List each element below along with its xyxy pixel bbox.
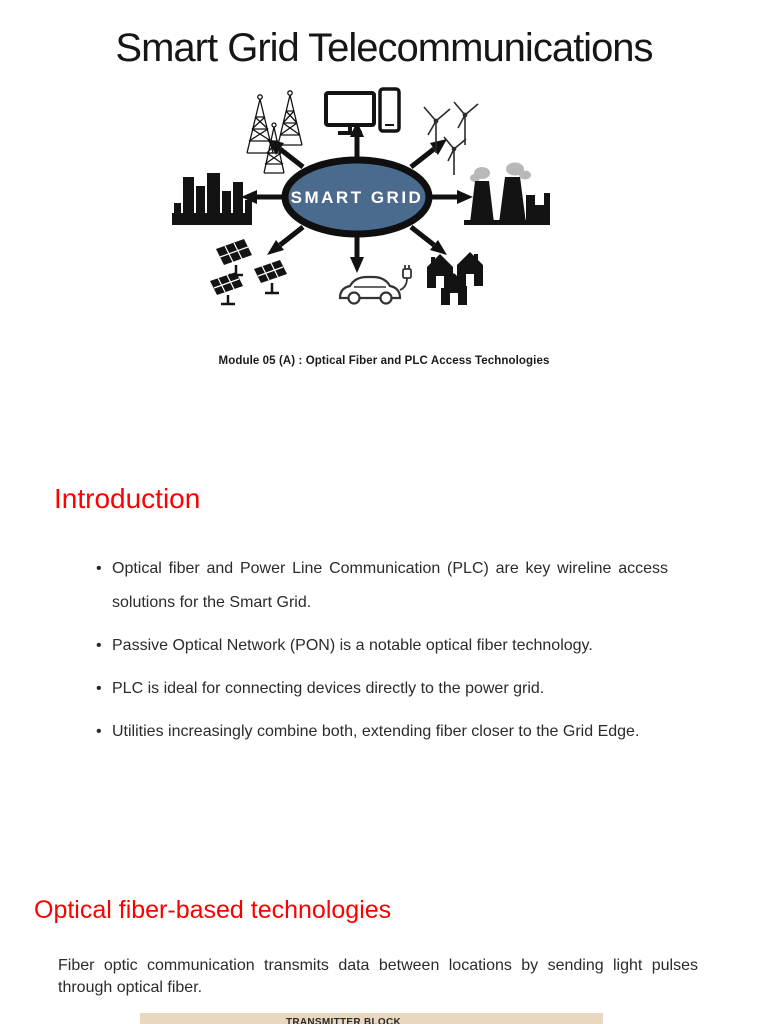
smart-grid-diagram (170, 83, 550, 311)
electric-car-icon (340, 265, 411, 304)
intro-bullet-2: • Passive Optical Network (PON) is a notable optical fiber technology. (112, 629, 668, 663)
power-plant-icon (464, 163, 550, 226)
intro-heading: Introduction (54, 483, 201, 514)
transmitter-block-label: TRANSMITTER BLOCK (285, 1017, 402, 1024)
intro-bullet-list (112, 552, 668, 758)
optical-section-heading: Optical fiber-based technologies (34, 896, 392, 924)
smart-grid-illustration (170, 83, 550, 311)
slide-title: Smart Grid Telecommunications (115, 26, 653, 70)
intro-bullet-4: • Utilities increasingly combine both, extending fiber closer to the Grid Edge. (112, 715, 668, 749)
intro-bullet-3: • PLC is ideal for connecting devices directly to the power grid. (112, 672, 668, 706)
houses-icon (427, 252, 483, 305)
city-skyline-icon (172, 173, 252, 225)
module-caption: Module 05 (A) : Optical Fiber and PLC Access Technologies (218, 355, 550, 367)
optical-section-paragraph: Fiber optic communication transmits data between locations by sending light pulses through optical fiber. (58, 957, 698, 996)
transmitter-block-figure (140, 1013, 603, 1024)
smart-grid-ellipse (285, 160, 429, 234)
computer-and-phone-icon (326, 89, 399, 133)
wind-turbines-icon (424, 102, 478, 175)
intro-bullet-1: • Optical fiber and Power Line Communication (PLC) are key wireline access solutions for the Smart Grid. (112, 552, 668, 620)
smart-grid-label: SMART GRID (290, 188, 424, 207)
